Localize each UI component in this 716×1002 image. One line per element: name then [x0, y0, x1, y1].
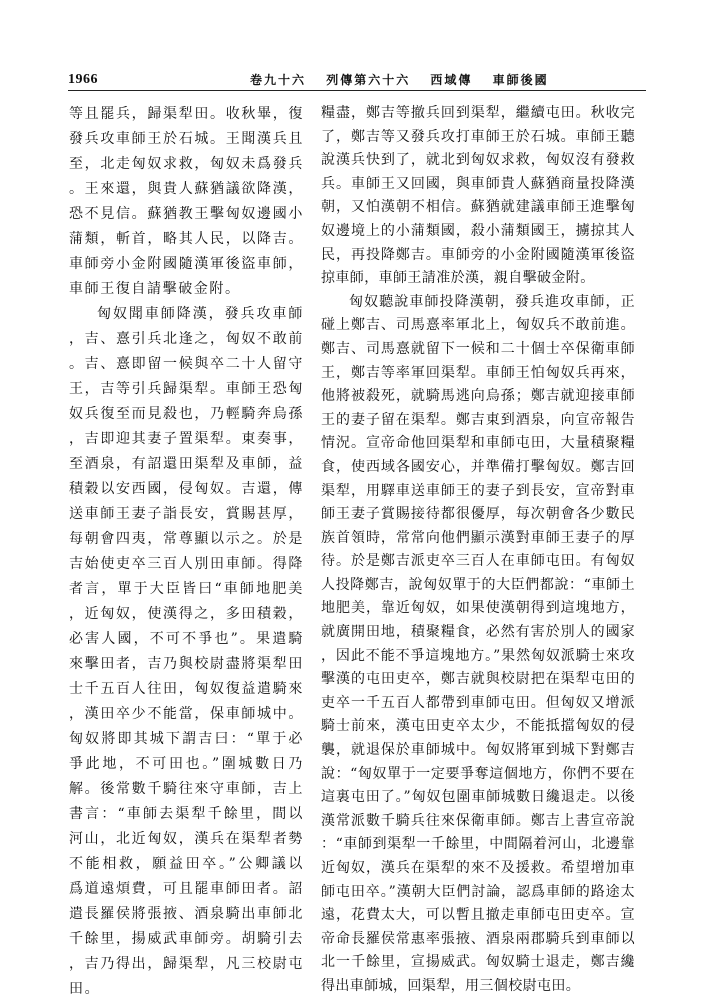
original-text-column	[69, 102, 304, 1002]
running-title-section: 列傳第六十六	[326, 73, 411, 87]
running-title	[250, 71, 563, 88]
running-title-chapter: 西域傳	[430, 73, 473, 87]
page-header	[68, 66, 646, 91]
translation-paragraph: 匈奴聽說車師投降漢朝，發兵進攻車師，正碰上鄭吉、司馬憙率軍北上，匈奴兵不敢前進。鄭吉、司馬憙就留下一候和二十個士卒保衛車師王，鄭吉等率軍回渠犁。車師王怕匈奴兵再來，他將被殺死，就騎馬逃向烏孫；鄭吉就迎接車師王的妻子留在渠犁。鄭吉東到酒泉，向宣帝報告情況。宣帝命他回渠犁和車師屯田，大量積聚糧食，使西域各國安心，并準備打擊匈奴。鄭吉回渠犁，用驛車送車師王的妻子到長安，宣帝對車師王妻子賞賜接待都很優厚，每次朝會各少數民族首領時，常常向他們顯示漢對車師王妻子的厚待。於是鄭吉派吏卒三百人在車師屯田。有匈奴人投降鄭吉，說匈奴單于的大臣們都說：“車師土地肥美，靠近匈奴，如果使漢朝得到這塊地方，就廣開田地，積聚糧食，必然有害於別人的國家，因此不能不爭這塊地方。”果然匈奴派騎士來攻擊漢的屯田吏卒，鄭吉就與校尉把在渠犁屯田的吏卒一千五百人都帶到車師屯田。但匈奴又增派騎士前來，漢屯田吏卒太少，不能抵擋匈奴的侵襲，就退保於車師城中。匈奴將軍到城下對鄭吉說：“匈奴單于一定要爭奪這個地方，你們不要在這裏屯田了。”匈奴包圍車師城數日纔退走。以後漢常派數千騎兵往來保衛車師。鄭吉上書宣帝說：“車師到渠犁一千餘里，中間隔着河山，北邊靠近匈奴，漢兵在渠犁的來不及援救。希望增加車師屯田卒。”漢朝大臣們討論，認爲車師的路途太遠，花費太大，可以暫且撤走車師屯田吏卒。宣帝命長羅侯常惠率張掖、酒泉兩郡騎兵到車師以北一千餘里，宣揚威武。匈奴騎士退走，鄭吉纔得出車師城，回渠犁，用三個校尉屯田。	[321, 293, 635, 994]
translation-paragraph: 糧盡，鄭吉等撤兵回到渠犁，繼續屯田。秋收完了，鄭吉等又發兵攻打車師王於石城。車師王聽說漢兵快到了，就北到匈奴求救，匈奴沒有發救兵。車師王又回國，與車師貴人蘇猶商量投降漢朝，又怕漢朝不相信。蘇猶就建議車師王進擊匈奴邊境上的小蒲類國，殺小蒲類國王，擄掠其人民，再投降鄭吉。車師旁的小金附國隨漢軍後盜掠車師，車師王請准於漢，親自擊破金附。	[321, 105, 635, 287]
translation-column	[321, 102, 635, 999]
original-text-paragraph: 匈奴聞車師降漢，發兵攻車師，吉、憙引兵北逢之，匈奴不敢前。吉、憙即留一候與卒二十人留守王，吉等引兵歸渠犁。車師王恐匈奴兵復至而見殺也，乃輕騎奔烏孫，吉即迎其妻子置渠犁。東奏事，至酒泉，有詔還田渠犁及車師，益積穀以安西國，侵匈奴。吉還，傳送車師王妻子詣長安，賞賜甚厚，每朝會四夷，常尊顯以示之。於是吉始使吏卒三百人別田車師。得降者言，單于大臣皆曰“車師地肥美，近匈奴，使漢得之，多田積穀，必害人國，不可不爭也”。果遣騎來擊田者，吉乃與校尉盡將渠犁田士千五百人往田，匈奴復益遣騎來，漢田卒少不能當，保車師城中。匈奴將即其城下謂吉曰：“單于必爭此地，不可田也。”圍城數日乃解。後常數千騎往來守車師，吉上書言：“車師去渠犁千餘里，間以河山，北近匈奴，漢兵在渠犁者勢不能相救，願益田卒。”公卿議以爲道遠煩費，可且罷車師田者。詔遣長羅侯將張掖、酒泉騎出車師北千餘里，揚威武車師旁。胡騎引去，吉乃得出，歸渠犁，凡三校尉屯田。	[69, 306, 304, 997]
page-number: 1966	[68, 72, 98, 87]
original-text-paragraph: 等且罷兵，歸渠犁田。收秋畢，復發兵攻車師王於石城。王聞漢兵且至，北走匈奴求救，匈奴未爲發兵。王來還，與貴人蘇猶議欲降漢，恐不見信。蘇猶教王擊匈奴邊國小蒲類，斬首，略其人民，以降吉。車師旁小金附國隨漢軍後盜車師，車師王復自請擊破金附。	[69, 106, 304, 297]
running-title-volume: 卷九十六	[250, 73, 307, 87]
running-title-topic: 車師後國	[492, 73, 549, 87]
